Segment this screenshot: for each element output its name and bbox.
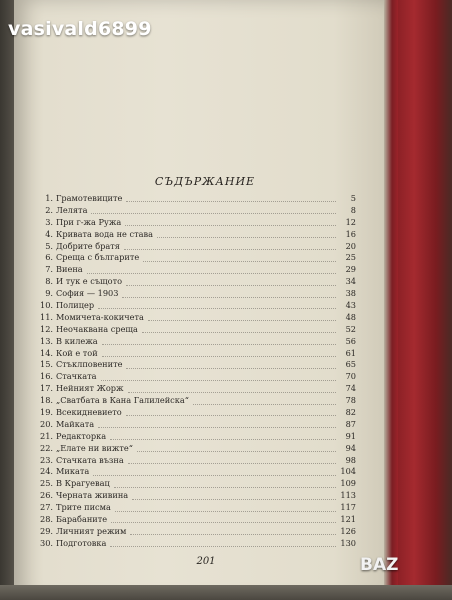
toc-row <box>40 217 356 229</box>
toc-leader-dots <box>128 386 336 393</box>
toc-entry-page: 104 <box>340 466 356 477</box>
toc-leader-dots <box>128 457 336 464</box>
toc-entry-title: Стачката <box>56 371 97 382</box>
toc-leader-dots <box>126 195 336 202</box>
toc-row <box>40 276 356 288</box>
toc-row <box>40 538 356 550</box>
toc-entry-number: 19. <box>40 407 54 418</box>
toc-row <box>40 193 356 205</box>
toc-leader-dots <box>91 207 336 214</box>
toc-entry-number: 11. <box>40 311 54 322</box>
toc-row <box>40 407 356 419</box>
toc-entry-page: 94 <box>345 442 356 453</box>
toc-row <box>40 478 356 490</box>
toc-entry-title: Стачката възна <box>56 454 124 465</box>
toc-leader-dots <box>132 493 336 500</box>
toc-entry-page: 8 <box>350 204 356 215</box>
toc-leader-dots <box>126 279 336 286</box>
toc-entry-number: 4. <box>45 228 53 239</box>
toc-entry-number: 21. <box>40 430 54 441</box>
toc-leader-dots <box>148 314 336 321</box>
toc-entry-number: 27. <box>40 502 54 513</box>
toc-entry-number: 26. <box>40 490 54 501</box>
toc-entry-page: 78 <box>345 395 356 406</box>
toc-leader-dots <box>93 469 336 476</box>
toc-leader-dots <box>124 243 336 250</box>
toc-leader-dots <box>115 505 336 512</box>
toc-leader-dots <box>102 350 336 357</box>
toc-entry-number: 8. <box>45 276 53 287</box>
toc-leader-dots <box>98 421 336 428</box>
toc-row <box>40 431 356 443</box>
toc-leader-dots <box>122 291 336 298</box>
background-bottom <box>0 585 452 600</box>
toc-entry-number: 29. <box>40 525 54 536</box>
toc-leader-dots <box>125 219 336 226</box>
toc-entry-title: Полицер <box>56 300 95 311</box>
toc-leader-dots <box>137 445 336 452</box>
book-cover <box>398 0 452 600</box>
toc-row <box>40 455 356 467</box>
toc-entry-page: 43 <box>345 300 356 311</box>
toc-entry-title: В килежа <box>56 335 98 346</box>
toc-leader-dots <box>193 398 336 405</box>
corner-logo: BAZ <box>360 555 399 575</box>
toc-entry-page: 130 <box>340 537 356 548</box>
toc-entry-title: Редакторка <box>56 430 107 441</box>
toc-entry-title: Всекидневието <box>56 407 122 418</box>
toc-entry-title: Барабаните <box>56 514 108 525</box>
toc-entry-title: Кой е той <box>56 347 98 358</box>
toc-entry-title: „Сватбата в Кана Галилейска“ <box>56 395 189 406</box>
toc-entry-page: 65 <box>345 359 356 370</box>
toc-row <box>40 502 356 514</box>
toc-entry-number: 1. <box>45 193 53 203</box>
toc-row <box>40 526 356 538</box>
toc-leader-dots <box>126 362 336 369</box>
toc-row <box>40 252 356 264</box>
toc-row <box>40 312 356 324</box>
toc-entry-number: 3. <box>45 216 53 227</box>
toc-entry-page: 91 <box>345 430 356 441</box>
toc-entry-title: Подготовка <box>56 537 107 548</box>
toc-entry-title: Виена <box>56 264 83 275</box>
toc-leader-dots <box>143 255 336 262</box>
toc-row <box>40 514 356 526</box>
toc-entry-title: Трите писма <box>56 502 111 513</box>
toc-heading: СЪДЪРЖАНИЕ <box>154 175 256 188</box>
toc-entry-title: Грамотевиците <box>56 193 123 203</box>
toc-row <box>40 229 356 241</box>
toc-entry-title: „Елате ни вижте“ <box>56 442 133 453</box>
toc-leader-dots <box>114 481 336 488</box>
toc-entry-title: Кривата вода не става <box>56 228 153 239</box>
toc-entry-page: 29 <box>345 264 356 275</box>
toc-row <box>40 490 356 502</box>
toc-entry-title: Нейният Жорж <box>56 383 124 394</box>
toc-entry-page: 109 <box>340 478 356 489</box>
toc-entry-number: 5. <box>45 240 53 251</box>
toc-entry-page: 48 <box>345 311 356 322</box>
toc-entry-title: Личният режим <box>56 525 127 536</box>
toc-entry-title: И тук е същото <box>56 276 123 287</box>
toc-row <box>40 443 356 455</box>
toc-row <box>40 419 356 431</box>
toc-leader-dots <box>126 409 336 416</box>
toc-entry-title: София — 1903 <box>56 288 119 299</box>
toc-leader-dots <box>110 433 336 440</box>
toc-row <box>40 241 356 253</box>
toc-entry-title: Миката <box>56 466 90 477</box>
toc-entry-page: 87 <box>345 418 356 429</box>
toc-entry-title: Неочаквана среща <box>56 323 138 334</box>
toc-entry-number: 12. <box>40 323 54 334</box>
toc-entry-title: Лелята <box>56 204 88 215</box>
toc-entry-number: 23. <box>40 454 54 465</box>
toc-leader-dots <box>142 326 336 333</box>
toc-row <box>40 395 356 407</box>
toc-entry-page: 74 <box>345 383 356 394</box>
toc-entry-number: 20. <box>40 418 54 429</box>
table-of-contents <box>40 193 356 550</box>
toc-entry-number: 18. <box>40 395 54 406</box>
toc-row <box>40 205 356 217</box>
toc-entry-number: 28. <box>40 514 54 525</box>
toc-leader-dots <box>130 528 336 535</box>
toc-entry-title: Добрите братя <box>56 240 120 251</box>
toc-entry-number: 22. <box>40 442 54 453</box>
toc-entry-page: 5 <box>350 193 356 203</box>
toc-entry-number: 30. <box>40 537 54 548</box>
toc-leader-dots <box>111 516 336 523</box>
toc-leader-dots <box>87 267 336 274</box>
toc-entry-number: 2. <box>45 204 53 215</box>
watermark-text: vasivald6899 <box>8 18 152 40</box>
toc-entry-number: 17. <box>40 383 54 394</box>
toc-row <box>40 300 356 312</box>
toc-entry-number: 7. <box>45 264 53 275</box>
toc-entry-page: 16 <box>345 228 356 239</box>
toc-entry-page: 70 <box>345 371 356 382</box>
toc-entry-page: 52 <box>345 323 356 334</box>
toc-entry-number: 6. <box>45 252 53 263</box>
toc-entry-title: Момичета-кокичета <box>56 311 144 322</box>
toc-entry-page: 117 <box>340 502 356 513</box>
toc-leader-dots <box>102 338 336 345</box>
toc-entry-page: 113 <box>340 490 356 501</box>
toc-entry-title: При г-жа Ружа <box>56 216 122 227</box>
toc-entry-title: В Крагуевац <box>56 478 110 489</box>
toc-row <box>40 371 356 383</box>
toc-entry-title: Майката <box>56 418 95 429</box>
toc-row <box>40 288 356 300</box>
toc-entry-number: 15. <box>40 359 54 370</box>
toc-entry-title: Стъклповените <box>56 359 123 370</box>
toc-entry-page: 25 <box>345 252 356 263</box>
toc-entry-number: 24. <box>40 466 54 477</box>
toc-entry-page: 121 <box>340 514 356 525</box>
toc-leader-dots <box>157 231 336 238</box>
toc-row <box>40 359 356 371</box>
toc-row <box>40 336 356 348</box>
toc-entry-page: 38 <box>345 288 356 299</box>
toc-row <box>40 264 356 276</box>
toc-entry-page: 82 <box>345 407 356 418</box>
toc-row <box>40 324 356 336</box>
toc-entry-number: 25. <box>40 478 54 489</box>
toc-entry-page: 34 <box>345 276 356 287</box>
toc-entry-number: 16. <box>40 371 54 382</box>
toc-row <box>40 383 356 395</box>
toc-leader-dots <box>98 302 336 309</box>
toc-entry-number: 13. <box>40 335 54 346</box>
toc-row <box>40 348 356 360</box>
toc-entry-page: 98 <box>345 454 356 465</box>
toc-leader-dots <box>101 374 337 381</box>
toc-entry-page: 12 <box>345 216 356 227</box>
page-number: 201 <box>196 556 216 567</box>
toc-entry-page: 61 <box>345 347 356 358</box>
toc-entry-page: 20 <box>345 240 356 251</box>
toc-entry-title: Среща с българите <box>56 252 140 263</box>
toc-row <box>40 466 356 478</box>
toc-entry-page: 56 <box>345 335 356 346</box>
toc-entry-title: Черната живина <box>56 490 129 501</box>
toc-entry-number: 9. <box>45 288 53 299</box>
toc-leader-dots <box>110 540 336 547</box>
toc-entry-number: 14. <box>40 347 54 358</box>
toc-entry-number: 10. <box>40 300 54 311</box>
toc-entry-page: 126 <box>340 525 356 536</box>
